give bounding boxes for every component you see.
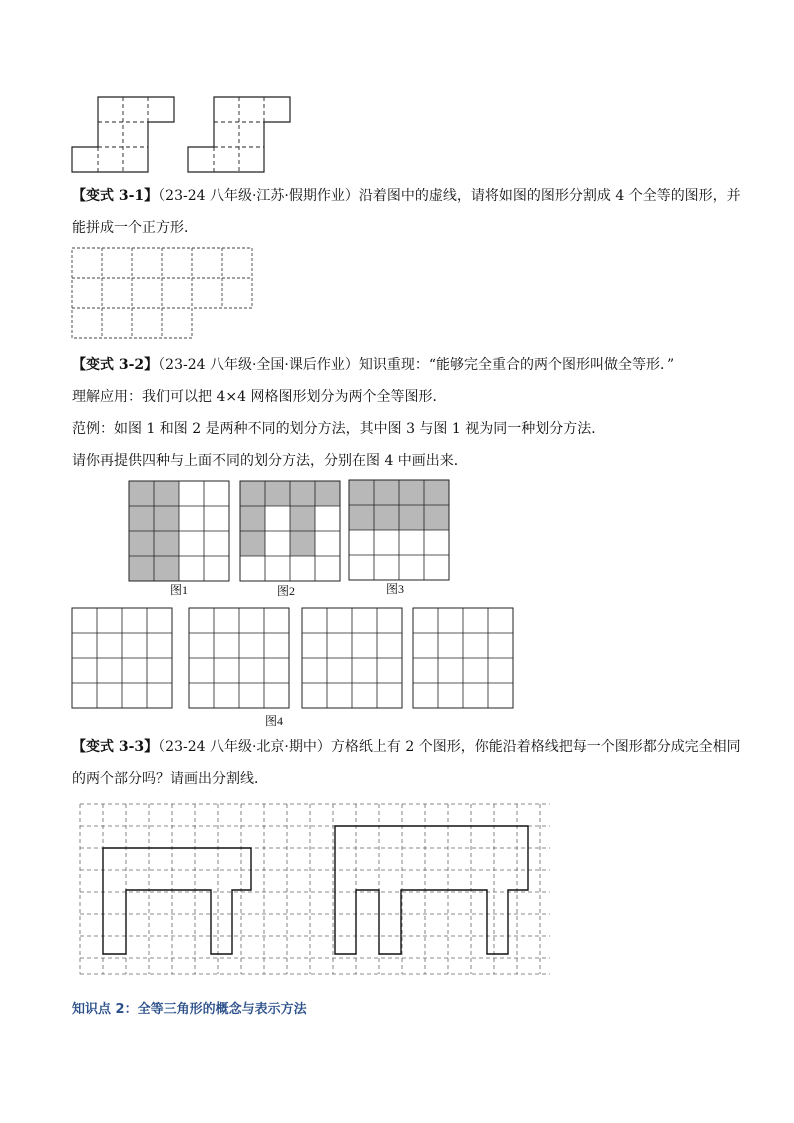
variant32-line3: 范例：如图 1 和图 2 是两种不同的划分方法，其中图 3 与图 1 视为同一种划分方法． — [72, 421, 606, 437]
shape-1 — [103, 848, 251, 954]
section-heading: 知识点 2：全等三角形的概念与表示方法 — [72, 1002, 307, 1017]
variant32-line4: 请你再提供四种与上面不同的划分方法，分别在图 4 中画出来． — [72, 453, 468, 469]
variant32-tag: 【变式 3-2】 — [72, 357, 159, 373]
variant31-line1 — [72, 186, 741, 206]
figure-4-grids — [0, 605, 794, 715]
top-figure-right — [188, 97, 290, 172]
dashed-grid — [80, 804, 550, 974]
example-grids — [0, 478, 794, 588]
variant32-line2: 理解应用：我们可以把 4×4 网格图形划分为两个全等图形． — [72, 389, 447, 405]
variant31-text1: （23-24 八年级·江苏·假期作业）沿着图中的虚线，请将如图的图形分割成 4 个全等的图形，并 — [158, 188, 741, 204]
variant33-line2: 的两个部分吗？请画出分割线． — [72, 771, 268, 787]
variant33-text1: （23-24 八年级·北京·期中）方格纸上有 2 个图形，你能沿着格线把每一个图形都分成完全相同 — [158, 739, 741, 755]
figure-4-grid-4 — [413, 608, 513, 708]
figure-1-grid — [129, 481, 229, 581]
figure-3-grid — [349, 480, 449, 580]
variant31-line2: 能拼成一个正方形． — [72, 220, 198, 236]
figure-4-caption: 图4 — [265, 714, 284, 728]
figure-1-caption: 图1 — [170, 583, 189, 597]
figure-3-caption: 图3 — [386, 582, 405, 596]
variant33-figure — [0, 796, 794, 986]
variant33-line1 — [72, 737, 741, 757]
shape-2 — [335, 826, 528, 954]
figure-4-grid-3 — [302, 608, 402, 708]
variant33-tag: 【变式 3-3】 — [72, 739, 159, 755]
figure-4-grid-1 — [72, 608, 172, 708]
variant32-text1: （23-24 八年级·全国·课后作业）知识重现：“能够完全重合的两个图形叫做全等形．” — [158, 357, 675, 373]
figure-4-grid-2 — [189, 608, 289, 708]
top-figures — [0, 0, 794, 180]
variant31-tag: 【变式 3-1】 — [72, 188, 159, 204]
top-figure-left — [72, 97, 174, 172]
figure-2-grid — [240, 481, 340, 581]
figure-2-caption: 图2 — [277, 584, 296, 598]
variant32-line1 — [72, 355, 674, 375]
variant31-figure — [0, 240, 794, 340]
